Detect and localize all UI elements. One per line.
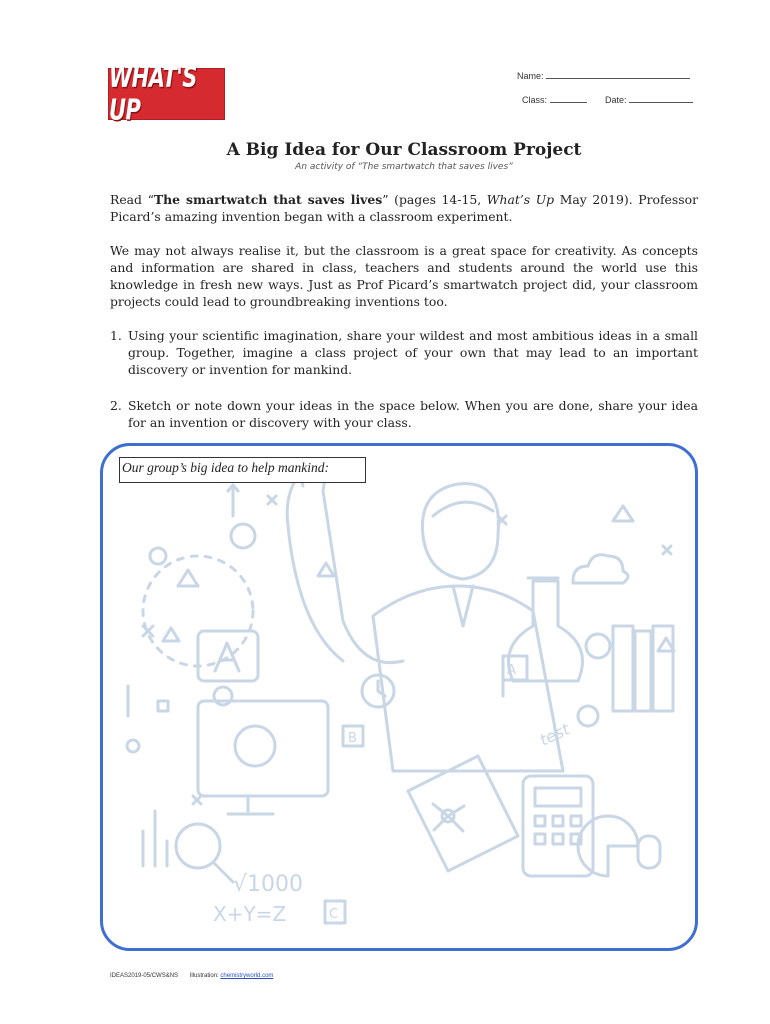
intro-pages: ” (pages 14-15, [382,192,487,207]
item-2-number: 2. [110,398,122,413]
letter-b: B [348,731,357,746]
whats-up-logo [108,61,225,127]
notepad-icon [408,756,518,871]
magnifier-icon [176,824,220,868]
pie-icon [578,816,638,876]
creativity-paragraph: We may not always realise it, but the classroom is a great space for creativity. As concepts and information are shared in class, teachers and students around the world use this knowledge in fresh new ways. Just as Prof Picard’s smartwatch project did, your classroom projects could lead to groundbreaking inventions too. [110,243,698,309]
name-label: Name: [517,71,544,81]
background-illustration [103,446,695,948]
book-icon [613,626,633,711]
logo-text: WHAT'S UP [109,61,197,127]
intro-read: Read “ [110,192,154,207]
class-label: Class: [522,95,548,105]
date-field[interactable] [605,94,693,105]
sqrt-text: √1000 [233,872,304,897]
footer-code: IDEAS2019-05/CWS&NS [110,973,179,979]
mouse-icon [638,836,660,868]
monitor-icon [198,701,328,796]
sketch-area[interactable] [100,443,698,951]
letter-c: C [329,907,339,922]
intro-rest: May 2019). Professor Picard’s amazing invention began with a classroom experiment. [110,192,698,224]
letter-a: A [507,663,516,678]
name-line[interactable] [546,70,690,79]
test-text: test [536,719,573,750]
intro-paragraph [110,191,698,225]
bar-chart-icon [143,811,167,866]
footer-illus-label: Illustration: [189,973,219,979]
board-icon [198,631,258,681]
footer [110,973,273,979]
cloud-icon [573,555,628,583]
item-1-number: 1. [110,328,122,343]
small-circle-icon [231,524,255,548]
question-icon [586,634,610,658]
date-line[interactable] [629,94,693,103]
item-1-text: Using your scientific imagination, share your wildest and most ambitious ideas in a small group. Together, imagine a class project of your own that may lead to an important discovery or invention for mankind. [128,328,698,377]
flask-icon [509,581,583,681]
idea-box-label[interactable]: Our group’s big idea to help mankind: [119,457,366,483]
equation-text: X+Y=Z [213,902,287,926]
date-label: Date: [605,95,627,105]
item-2-text: Sketch or note down your ideas in the space below. When you are done, share your idea for an invention or discovery with your class. [128,398,698,430]
class-line[interactable] [550,94,587,103]
triangle-icon [178,570,198,586]
footer-link[interactable]: chemistryworld.com [220,973,274,979]
name-field[interactable] [517,70,690,81]
person-head [422,484,498,579]
magazine-name: What’s Up [486,192,555,207]
article-title: The smartwatch that saves lives [153,192,383,207]
class-field[interactable] [522,94,587,105]
page-subtitle: An activity of “The smartwatch that saves lives” [295,162,513,172]
page-title: A Big Idea for Our Classroom Project [226,140,582,160]
